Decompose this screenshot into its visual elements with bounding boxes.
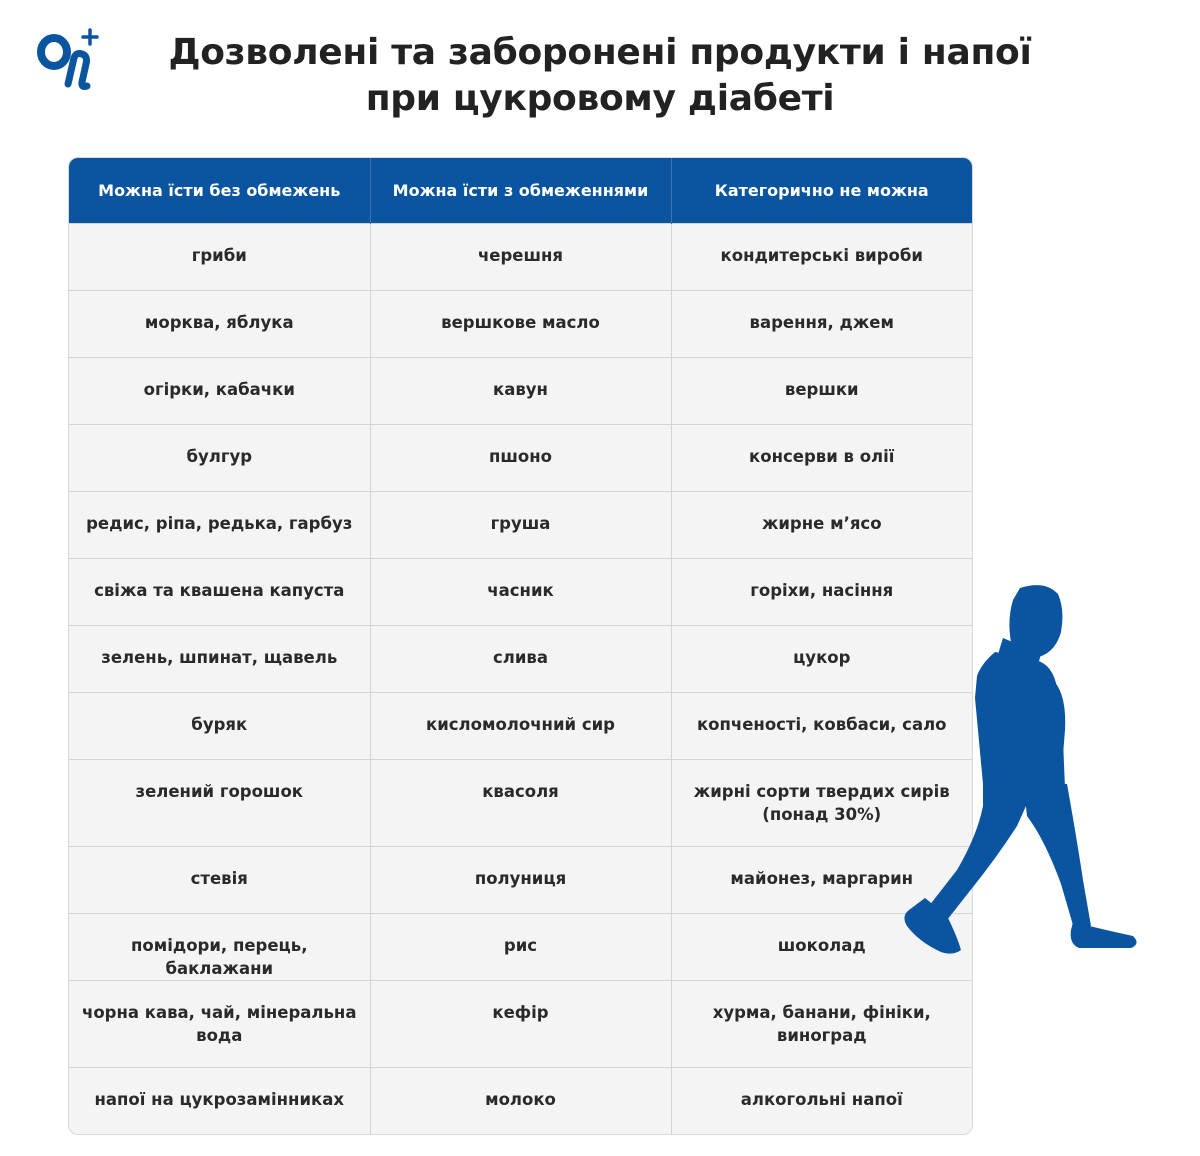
cell-forbidden: хурма, банани, фініки, виноград	[671, 981, 972, 1068]
cell-allowed: буряк	[69, 693, 370, 760]
table-row	[69, 492, 972, 559]
cell-forbidden: консерви в олії	[671, 425, 972, 492]
cell-forbidden: алкогольні напої	[671, 1068, 972, 1135]
cell-limited: молоко	[370, 1068, 671, 1135]
cell-forbidden: кондитерські вироби	[671, 224, 972, 291]
table-header-row	[69, 158, 972, 224]
cell-allowed: огірки, кабачки	[69, 358, 370, 425]
table-row	[69, 693, 972, 760]
table-row	[69, 981, 972, 1068]
table-row	[69, 1068, 972, 1135]
cell-limited: часник	[370, 559, 671, 626]
cell-allowed: чорна кава, чай, мінеральна вода	[69, 981, 370, 1068]
column-header-forbidden: Категорично не можна	[671, 158, 972, 224]
cell-limited: груша	[370, 492, 671, 559]
cell-forbidden: жирні сорти твердих сирів (понад 30%)	[671, 760, 972, 847]
cell-limited: вершкове масло	[370, 291, 671, 358]
table-row	[69, 760, 972, 847]
table-row	[69, 626, 972, 693]
page-title: Дозволені та заборонені продукти і напої при цукровому діабеті	[168, 32, 1032, 119]
cell-limited: слива	[370, 626, 671, 693]
cell-limited: кисломолочний сир	[370, 693, 671, 760]
cell-allowed: зелений горошок	[69, 760, 370, 847]
products-table	[68, 157, 973, 1135]
table-row	[69, 559, 972, 626]
column-header-allowed: Можна їсти без обмежень	[69, 158, 370, 224]
cell-limited: квасоля	[370, 760, 671, 847]
walking-person-icon	[895, 580, 1140, 960]
cell-forbidden: горіхи, насіння	[671, 559, 972, 626]
brand-logo-icon	[34, 28, 106, 94]
cell-allowed: свіжа та квашена капуста	[69, 559, 370, 626]
table-row	[69, 425, 972, 492]
cell-allowed: гриби	[69, 224, 370, 291]
cell-forbidden: шоколад	[671, 914, 972, 981]
cell-allowed: помідори, перець, баклажани	[69, 914, 370, 981]
cell-forbidden: вершки	[671, 358, 972, 425]
cell-allowed: стевія	[69, 847, 370, 914]
cell-limited: рис	[370, 914, 671, 981]
cell-allowed: булгур	[69, 425, 370, 492]
cell-forbidden: цукор	[671, 626, 972, 693]
cell-forbidden: варення, джем	[671, 291, 972, 358]
cell-allowed: редис, ріпа, редька, гарбуз	[69, 492, 370, 559]
table-row	[69, 847, 972, 914]
cell-limited: кавун	[370, 358, 671, 425]
cell-allowed: напої на цукрозамінниках	[69, 1068, 370, 1135]
cell-allowed: морква, яблука	[69, 291, 370, 358]
cell-limited: пшоно	[370, 425, 671, 492]
column-header-limited: Можна їсти з обмеженнями	[370, 158, 671, 224]
table-row	[69, 224, 972, 291]
cell-allowed: зелень, шпинат, щавель	[69, 626, 370, 693]
table-row	[69, 291, 972, 358]
cell-forbidden: жирне м’ясо	[671, 492, 972, 559]
cell-forbidden: копченості, ковбаси, сало	[671, 693, 972, 760]
cell-limited: кефір	[370, 981, 671, 1068]
cell-forbidden: майонез, маргарин	[671, 847, 972, 914]
table-row	[69, 358, 972, 425]
cell-limited: черешня	[370, 224, 671, 291]
table-row	[69, 914, 972, 981]
cell-limited: полуниця	[370, 847, 671, 914]
